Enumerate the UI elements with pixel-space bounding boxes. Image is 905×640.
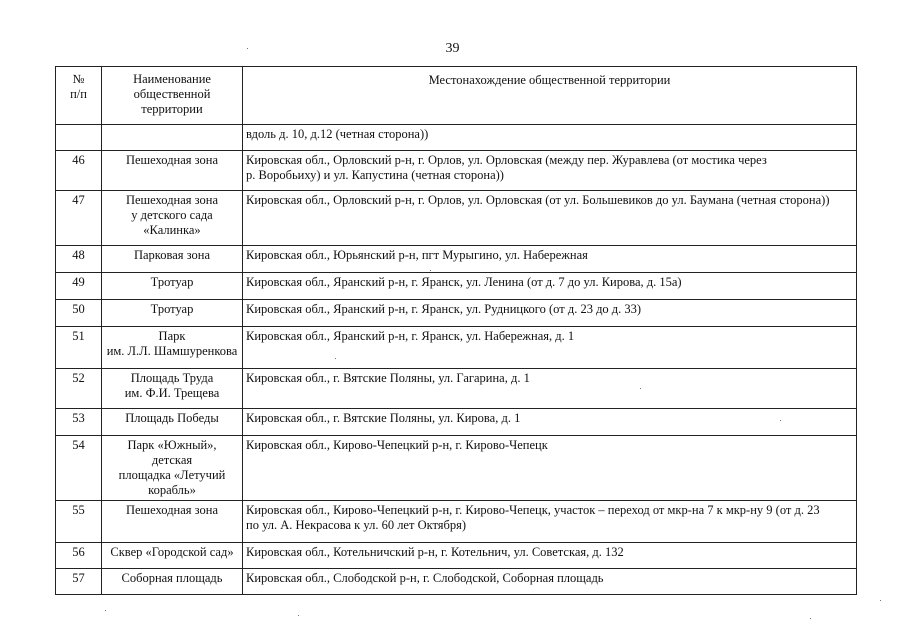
scan-speck [810,618,811,619]
row-name: Площадь Победы [102,409,243,436]
header-name: Наименование общественной территории [102,67,243,125]
row-location: Кировская обл., Кирово-Чепецкий р-н, г. Кирово-Чепецк [243,436,857,501]
row-number: 56 [56,543,102,569]
row-name: Тротуар [102,273,243,300]
row-location: вдоль д. 10, д.12 (четная сторона)) [243,125,857,151]
row-name: Парк им. Л.Л. Шамшуренкова [102,327,243,369]
row-location: Кировская обл., г. Вятские Поляны, ул. Гагарина, д. 1 [243,369,857,409]
row-number: 48 [56,246,102,273]
row-name: Пешеходная зона [102,151,243,191]
table-row [56,409,857,436]
row-name [102,125,243,151]
row-location: Кировская обл., Яранский р-н, г. Яранск, ул. Рудницкого (от д. 23 до д. 33) [243,300,857,327]
scan-speck [430,270,431,271]
row-name: Соборная площадь [102,569,243,595]
scan-speck [298,615,299,616]
row-name: Пешеходная зона у детского сада «Калинка» [102,191,243,246]
row-number: 49 [56,273,102,300]
table-row [56,501,857,543]
row-number: 53 [56,409,102,436]
row-number: 52 [56,369,102,409]
table-row [56,125,857,151]
header-number: № п/п [56,67,102,125]
table-row [56,327,857,369]
row-name: Парковая зона [102,246,243,273]
row-location: Кировская обл., г. Вятские Поляны, ул. Кирова, д. 1 [243,409,857,436]
row-location: Кировская обл., Яранский р-н, г. Яранск, ул. Набережная, д. 1 [243,327,857,369]
table-row [56,151,857,191]
row-name: Пешеходная зона [102,501,243,543]
row-name: Сквер «Городской сад» [102,543,243,569]
page-number: 39 [445,41,460,56]
row-number: 57 [56,569,102,595]
table-row [56,191,857,246]
table-row [56,436,857,501]
scan-speck [105,610,106,611]
territory-table [55,66,857,595]
table-row [56,569,857,595]
table-row [56,543,857,569]
row-location: Кировская обл., Юрьянский р-н, пгт Мурыгино, ул. Набережная [243,246,857,273]
scan-speck [880,600,881,601]
row-number [56,125,102,151]
scan-speck [640,388,641,389]
row-number: 47 [56,191,102,246]
row-name: Площадь Труда им. Ф.И. Трещева [102,369,243,409]
row-number: 51 [56,327,102,369]
scan-speck [335,358,336,359]
scan-speck [780,420,781,421]
row-location: Кировская обл., Орловский р-н, г. Орлов, ул. Орловская (от ул. Большевиков до ул. Баумана (четная сторона)) [243,191,857,246]
scan-speck [247,48,248,49]
table-row [56,300,857,327]
row-number: 55 [56,501,102,543]
row-name: Тротуар [102,300,243,327]
row-number: 50 [56,300,102,327]
row-location: Кировская обл., Слободской р-н, г. Слободской, Соборная площадь [243,569,857,595]
table-row [56,246,857,273]
table-row [56,273,857,300]
row-location: Кировская обл., Кирово-Чепецкий р-н, г. Кирово-Чепецк, участок – переход от мкр-на 7 к мкр-ну 9 (от д. 23 по ул. А. Некрасова к ул. 60 лет Октября) [243,501,857,543]
table-header-row [56,67,857,125]
row-number: 54 [56,436,102,501]
row-location: Кировская обл., Котельничский р-н, г. Котельнич, ул. Советская, д. 132 [243,543,857,569]
row-location: Кировская обл., Яранский р-н, г. Яранск, ул. Ленина (от д. 7 до ул. Кирова, д. 15а) [243,273,857,300]
row-number: 46 [56,151,102,191]
table-row [56,369,857,409]
row-location: Кировская обл., Орловский р-н, г. Орлов, ул. Орловская (между пер. Журавлева (от мостика через р. Воробьиху) и ул. Капустина (четная сторона)) [243,151,857,191]
header-location: Местонахождение общественной территории [243,67,857,125]
row-name: Парк «Южный», детская площадка «Летучий корабль» [102,436,243,501]
